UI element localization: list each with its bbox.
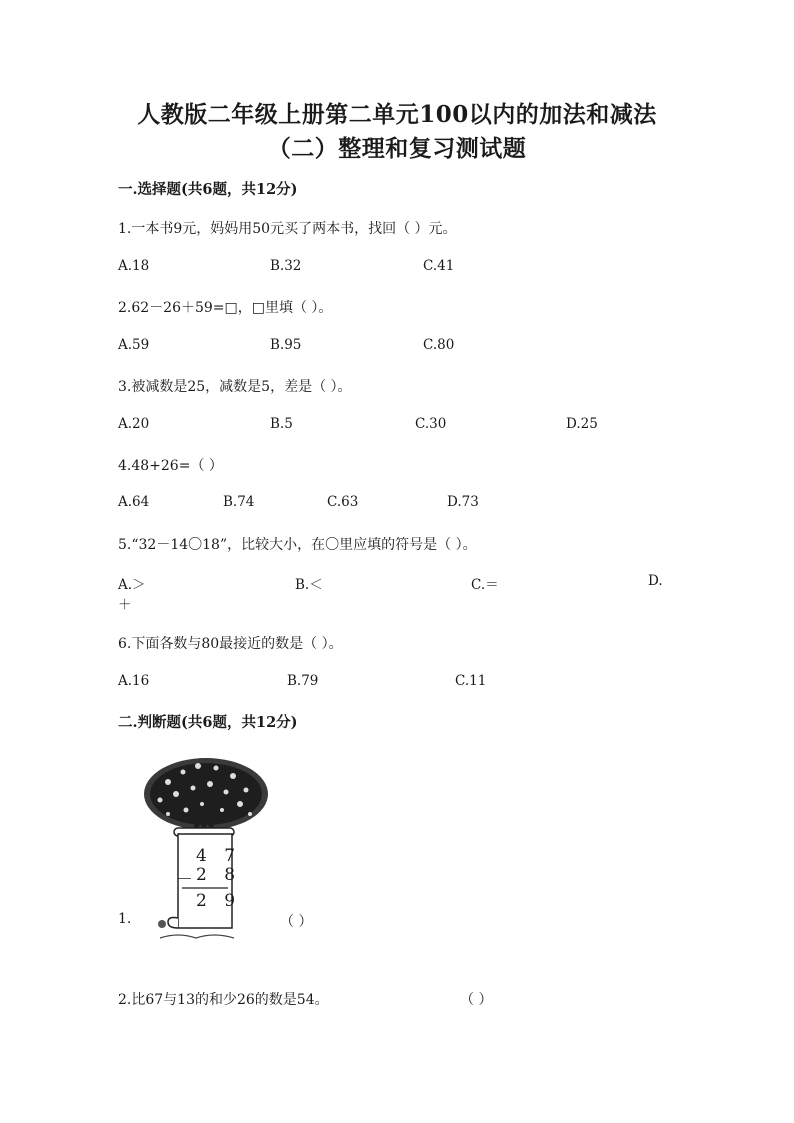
q6-option-c: C.11 [455, 673, 487, 689]
page-title-line-1: 人教版二年级上册第二单元100以内的加法和减法 [137, 101, 657, 128]
judge-question-2: 2.比67与13的和少26的数是54。 [118, 992, 329, 1008]
q3-option-b: B.5 [270, 416, 293, 432]
calc-top-number: 4 7 [196, 846, 242, 866]
q5-option-c: C.＝ [471, 577, 499, 593]
q1-option-c: C.41 [423, 258, 455, 274]
q5-option-b: B.＜ [295, 577, 323, 593]
q3-option-c: C.30 [415, 416, 447, 432]
q3-option-a: A.20 [118, 416, 150, 432]
q1-option-b: B.32 [270, 258, 302, 274]
q4-option-d: D.73 [447, 494, 479, 510]
question-3: 3.被减数是25，减数是5，差是（ ）。 [118, 379, 352, 395]
question-5: 5.“32－14〇18”，比较大小，在〇里应填的符号是（ ）。 [118, 537, 477, 553]
judge-question-1-number: 1. [118, 911, 132, 927]
section-heading-choice: 一.选择题(共6题，共12分) [118, 181, 298, 198]
calc-minus-sign: － [176, 870, 193, 890]
q1-option-a: A.18 [118, 258, 150, 274]
q5-option-d-symbol: ＋ [118, 597, 132, 613]
judge-question-2-blank: （ ） [460, 992, 493, 1008]
page-title-line-2: （二）整理和复习测试题 [267, 135, 527, 162]
q6-option-b: B.79 [287, 673, 319, 689]
question-4: 4.48+26=（ ） [118, 458, 223, 474]
tree-scroll-illustration [138, 752, 268, 944]
question-6: 6.下面各数与80最接近的数是（ ）。 [118, 636, 343, 652]
q4-option-a: A.64 [118, 494, 150, 510]
judge-question-1-blank: （ ） [280, 914, 313, 930]
calc-result: 2 9 [196, 891, 242, 911]
q4-option-b: B.74 [223, 494, 255, 510]
q4-option-c: C.63 [327, 494, 359, 510]
q2-option-a: A.59 [118, 337, 150, 353]
question-2: 2.62－26＋59=□，□里填（ ）。 [118, 300, 333, 316]
q3-option-d: D.25 [566, 416, 598, 432]
q2-option-b: B.95 [270, 337, 302, 353]
calc-subtrahend: 2 8 [196, 865, 242, 885]
question-1: 1.一本书9元，妈妈用50元买了两本书，找回（ ）元。 [118, 221, 457, 237]
q2-option-c: C.80 [423, 337, 455, 353]
q5-option-a: A.＞ [118, 577, 146, 593]
q5-option-d: D. [648, 573, 663, 589]
q6-option-a: A.16 [118, 673, 150, 689]
section-heading-judge: 二.判断题(共6题，共12分) [118, 714, 298, 731]
